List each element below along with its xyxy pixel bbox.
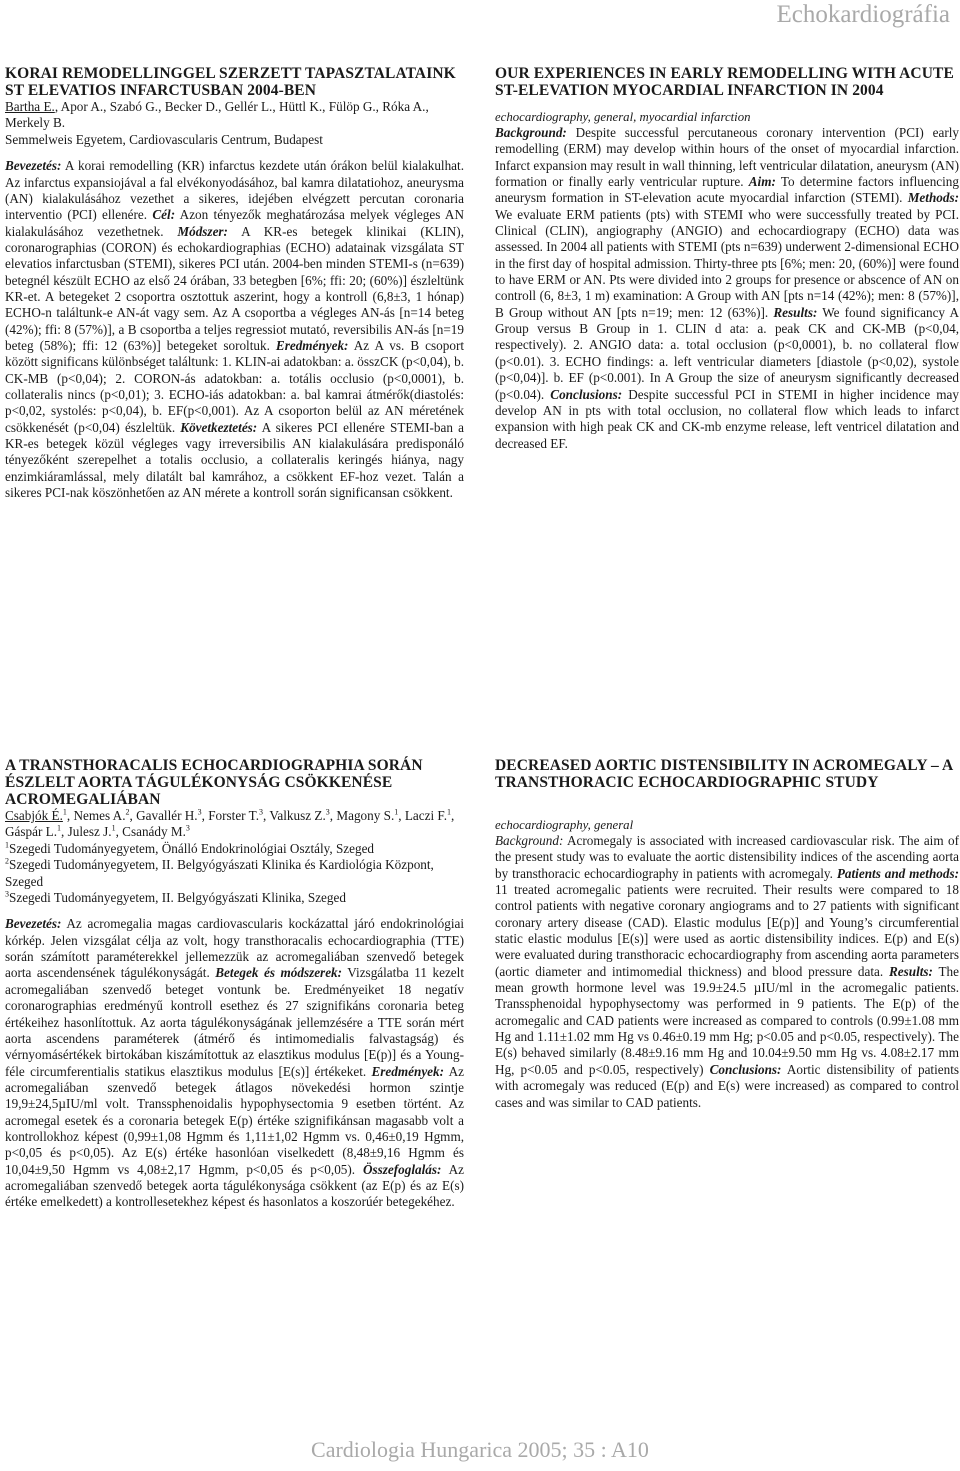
section-label: Betegek és módszerek:	[215, 965, 343, 981]
co-author: , Magony S.	[329, 808, 395, 823]
section-label: Aim:	[748, 174, 776, 190]
author-superscript: 3	[197, 807, 202, 817]
section-label: Cél:	[152, 207, 176, 223]
section-label: Results:	[773, 304, 818, 320]
presenting-author: Csabjók É.	[5, 808, 63, 823]
section-text: Aortic distensibility of patients with acromegaly was reduced (E(p) and E(s) were increased) as compared to control cases and was similar to CAD patients.	[495, 1061, 959, 1110]
co-author: , Valkusz Z.	[263, 808, 326, 823]
co-author: , Julesz J.	[61, 824, 112, 840]
co-author: , Gáspár L.	[5, 808, 455, 840]
author-superscript: 1	[111, 824, 116, 834]
presenting-author: Bartha E.	[5, 99, 55, 114]
section-text: We evaluate ERM patients (pts) with STEMI who were successfully treated by PCI. Clinical (CLIN), angiography (ANGIO) and echocardiograpy (ECHO) data was assessed. In 2004 all patients with STEMI (pts n=639) underwent 2-dimensional ECHO in the first day of hospital admission. Thirty-three pts [6%; men: 20, (60%)] were found to have ERM or AN. Pts were divided into 2 groups for presence or abscence of AN on controll (6, 8±3, 1 m) examination: A Group with AN [pts n=14 (42%); men: 8 (57%)], B Group without AN [pts n=19; men: 12 (63%)].	[495, 206, 959, 320]
co-author: , Forster T.	[201, 808, 259, 823]
affiliation-superscript: 3	[5, 889, 9, 899]
keywords: echocardiography, general	[495, 818, 634, 832]
affiliation: Semmelweis Egyetem, Cardiovascularis Centrum, Budapest	[5, 131, 323, 147]
section-text: 11 treated acromegalic patients were recruited. Their results were compared to 18 control patients with negative coronary angiograms and to 27 patients with significant coronary artery disease (CAD). Elastic modulus [E(p)] and Young’s circumferential static elastic modulus [E(s)] were used as aortic distensibility indices. E(p) and E(s) were evaluated during transthoracic echocardiography from ascending aorta parameters (aortic diameter and intimomedial thickness) and blood pressure data.	[495, 882, 959, 979]
author-superscript: 3	[185, 824, 190, 834]
author-superscript: 2	[125, 807, 130, 817]
author-list	[5, 99, 464, 132]
section-text: Az acromegaliában szenvedő betegek aorta tágulékonysága csökkent (az E(p) és az E(s) értéke emelkedett) a kontrollesetekhez képest és hasonlatos a koszorúér betegekéhez.	[5, 1161, 465, 1210]
section-label: Módszer:	[177, 223, 228, 239]
affiliation-text: Szegedi Tudományegyetem, II. Belgyógyászati Klinika, Szeged	[9, 890, 346, 906]
affiliation-text: Szegedi Tudományegyetem, II. Belgyógyászati Klinika és Kardiológia Központ, Szeged	[5, 857, 434, 889]
co-author: , Laczi F.	[398, 808, 447, 823]
section-text: Az acromegaliában szenvedő betegek átlagos növekedési hormon szintje 19,9±24,5µIU/ml volt. Transsphenoidalis hypophysectomia 9 esetben történt. Az acromegal esetek és a coronaria betegek E(p) értéke szignifikánsan magasabb volt a kontrollokhoz képest (0,99±1,08 Hgmm és 1,11±1,02 Hgmm vs. 0,46±0,19 Hgmm, p<0,05 és p<0,05). Az E(s) értéke hasonlóan viselkedett (8,48±9,16 Hgmm és 10,04±9,50 Hgmm vs 4,08±2,17 Hgmm, p<0,05 és p<0,05).	[5, 1063, 464, 1177]
section-label: Conclusions:	[550, 386, 623, 402]
author-list	[5, 808, 464, 841]
abstract-1	[5, 65, 464, 501]
author-superscript: 3	[259, 807, 263, 817]
author-superscript: 1	[57, 824, 61, 834]
abstract-body	[5, 916, 464, 1210]
section-label: Bevezetés:	[5, 158, 62, 174]
co-author: , Gavallér H.	[129, 808, 198, 823]
co-authors: , Apor A., Szabó G., Becker D., Gellér L., Hüttl K., Fülöp G., Róka A., Merkely B.	[5, 99, 429, 131]
section-label: Background:	[495, 833, 564, 848]
abstract-body	[495, 833, 959, 1111]
co-author: , Csanády M.	[115, 824, 186, 840]
section-label: Methods:	[907, 190, 959, 206]
author-superscript: 1	[447, 807, 451, 817]
abstract-title: KORAI REMODELLINGGEL SZERZETT TAPASZTALATAINK ST ELEVATIOS INFARCTUSBAN 2004-BEN	[5, 65, 456, 99]
section-label: Eredmények:	[371, 1063, 445, 1079]
section-label: Eredmények:	[275, 338, 349, 353]
section-text: A KR-es betegek klinikai (KLIN), coronarographias (CORON) és echokardiographias (ECHO) adatainak vizsgálata ST elevatios infarctusban (STEMI), sikeres PCI után. 2004-ben minden STEMI-s (n=639) betegnél készült ECHO az első 24 órában, 33 betegben [6%; ffi: 20; (60%)] észleltünk KR-et. A betegeket 2 csoportra osztottuk aszerint, hogy a kontroll (6,8±3, 1 hónap) ECHO-n találtunk-e AN-át vagy sem. Az A csoportba a végleges AN-ás [n=14 beteg (42%); ffi: 8 (57%)], a B csoportba a teljes regressiot mutató, reversibilis AN-ás [n=19 beteg (58%); ffi: 12 (63%)] betegeket soroltuk.	[5, 223, 464, 353]
section-label: Összefoglalás:	[363, 1161, 442, 1177]
section-text: Despite successful PCI in STEMI in higher incidence may develop AN in pts with total occlusion, no collateral flow which leads to infarct expansion with high peak CK and CK-mb enzyme release, left ventricel dilatation and decreased EF.	[495, 386, 959, 451]
section-text: Vizsgálatba 11 kezelt acromegaliában szenvedő beteget vontunk be. Eredményeiket 18 negatív coronarographias eredményű kontroll esethez és 27 szignifikáns coronaria beteg értékeihez hasonlítottuk. Az aorta tágulékonyságának jellemzésére a TTE során mért aorta ascendens paraméterek (átmérő és intimomedialis falvastagság) és vérnyomásértékek birtokában kiszámítottuk az elasztikus modulus [E(p)] és a Young-féle circumferentialis statikus elasztikus modulus [E(s)] értékeket.	[5, 965, 464, 1079]
abstract-title: A TRANSTHORACALIS ECHOCARDIOGRAPHIA SORÁN ÉSZLELT AORTA TÁGULÉKONYSÁG CSÖKKENÉSE ACROMEGALIÁBAN	[5, 757, 423, 808]
section-text: A korai remodelling (KR) infarctus kezdete után órákon belül kialakulhat. Az infarctus expansiojával a fal elvékonyodásához, bal kamra dilatatiohoz, aneurysma (AN) kialakulásához vezethet a sikeres, idejében elvégzett percutan coronaria interventio (PCI) ellenére.	[5, 158, 464, 223]
author-superscript: 1	[394, 807, 399, 817]
affiliation-superscript: 1	[5, 840, 9, 850]
abstract-title: DECREASED AORTIC DISTENSIBILITY IN ACROMEGALY – A TRANSTHORACIC ECHOCARDIOGRAPHIC STUDY	[495, 757, 953, 791]
abstract-4	[495, 757, 959, 1111]
section-text: Acromegaly is associated with increased cardiovascular risk. The aim of the present study was to evaluate the aortic distensibility indices of the ascending aorta by transthoracic echocardiography in patients with acromegaly.	[495, 833, 959, 881]
page-footer: Cardiologia Hungarica 2005; 35 : A10	[311, 1437, 649, 1462]
affiliation-1	[5, 841, 464, 857]
section-text: Azon tényezők meghatározása melyek végleges AN kialakulásához vezethetnek.	[5, 207, 464, 239]
section-text: Az A vs. B csoport között significans különbséget találtunk: 1. KLIN-ai adatokban: a. összCK (p<0,04), b. CK-MB (p<0,04); 2. CORON-ás adatokban: a. totális occlusio (p<0,0001), b. collateralis nincs (p<0,01); 3. ECHO-iás adatokban: a. bal kamrai átmérők(diastolés: p<0,02, systolés: p<0,04), b. EF(p<0,001). Az A csoporton belül az AN méretének csökkenését (p<0,04) észleltük.	[5, 338, 465, 435]
section-label: Conclusions:	[709, 1061, 782, 1077]
section-label: Következtetés:	[180, 419, 258, 435]
section-text: The mean growth hormone level was 19.9±24.5 µIU/ml in the acromegalic patients. Transsphenoidal hypophysectomy was performed in 9 patients. The E(p) of the acromegalic and CAD patients were increased as compared to controls (0.99±1.08 mm Hg and 1.11±1.02 mm Hg vs 0.46±0.19 mm Hg; p<0.05 and p<0.05, respectively). The E(s) behaved similarly (8.48±9.16 mm Hg and 10.04±9.50 mm Hg vs. 4.08±2.17 mm Hg, p<0.05 and p<0.05, respectively)	[495, 963, 959, 1077]
section-label: Results:	[888, 963, 933, 979]
abstract-3	[5, 757, 464, 1211]
abstract-title: OUR EXPERIENCES IN EARLY REMODELLING WITH ACUTE ST-ELEVATION MYOCARDIAL INFARCTION IN 2004	[495, 65, 954, 99]
section-label: Background:	[495, 125, 567, 140]
author-superscript: 3	[325, 807, 330, 817]
author-superscript: 1	[62, 807, 67, 817]
keywords: echocardiography, general, myocardial infarction	[495, 110, 751, 124]
abstract-body	[5, 158, 464, 501]
abstract-2	[495, 65, 959, 452]
page-header-title: Echokardiográfia	[776, 1, 950, 28]
abstract-body	[495, 125, 959, 452]
section-label: Patients and methods:	[836, 865, 959, 881]
section-text: A sikeres PCI ellenére STEMI-ban a KR-es betegek közül végleges vagy irreversibilis AN kialakulására predisponáló tényezőként szerepelhet a totalis occlusio, a collateralis keringés hiánya, nagy enzimkiáramlással, mely dilatált bal kamrához, a csökkent EF-hoz vezet. Talán a sikeres PCI-nak köszönhetően az AN mérete a kontroll során significansan csökkent.	[5, 419, 464, 501]
section-label: Bevezetés:	[5, 916, 62, 932]
section-text: Az acromegalia magas cardiovascularis kockázattal járó endokrinológiai kórkép. Jelen vizsgálat célja az volt, hogy transthoracalis echocardiographia (TTE) során számított paraméterekkel jellemezzük az acromegaliában szenvedő betegek aorta ascendensének tágulékonyságát.	[5, 916, 464, 981]
section-text: Despite successful percutaneous coronary intervention (PCI) early remodelling (ERM) may develop within hours of the onset of myocardial infarction. Infarct expansion may result in wall thinning, left ventricular dilatation, aneurysm (AN) formation or finally early ventricular rupture.	[495, 125, 959, 190]
affiliation-superscript: 2	[5, 856, 9, 866]
section-text: We found significancy A Group versus B Group in 1. CLIN d ata: a. peak CK and CK-MB (p<0,04, respectively). 2. ANGIO data: a. total occlusion (p<0,0001), b. no collateral flow (p<0.01). 3. ECHO findings: a. left ventricular diameters [diastole (p<0,02), systole (p<0,04)]. b. EF (p<0.001). In A Group the size of aneurysm significantly decreased (p<0.04).	[495, 304, 959, 402]
co-author: , Nemes A.	[66, 808, 126, 823]
affiliation-text: Szegedi Tudományegyetem, Önálló Endokrinológiai Osztály, Szeged	[9, 840, 375, 856]
affiliation-3	[5, 890, 464, 906]
affiliation-2	[5, 857, 464, 890]
section-text: To determine factors influencing aneurysm formation in ST-elevation acute myocardial infarction (STEMI).	[495, 174, 959, 206]
